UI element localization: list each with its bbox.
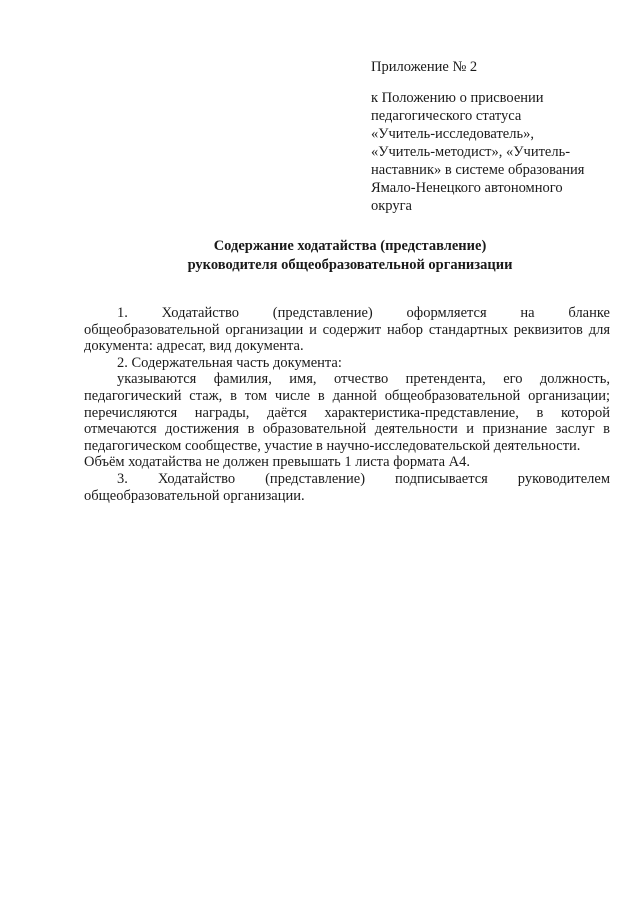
appendix-header [371, 58, 611, 215]
paragraph-1-first-line: 1. Ходатайство (представление) оформляется на бланке [117, 305, 610, 321]
appendix-reference: к Положению о присвоении педагогического статуса «Учитель-исследователь», «Учитель-методист», «Учитель- наставник» в системе образования Ямало-Ненецкого автономного округа [371, 90, 585, 214]
paragraph-3-first-line: 3. Ходатайство (представление) подписывается руководителем [117, 470, 610, 487]
appendix-number: Приложение № 2 [371, 59, 478, 75]
paragraph-2-body: указываются фамилия, имя, отчество претендента, его должность, педагогический стаж, в том числе в данной общеобразовательной организации; перечисляются награды, даётся характеристика-представление, в которой отмечаются достижения в образовательной деятельности и признание заслуг в педагогическом сообществе, участие в научно-исследовательской деятельности. [84, 371, 610, 454]
paragraph-2-heading: 2. Содержательная часть документа: [117, 354, 342, 371]
document-title: Содержание ходатайства (представление) руководителя общеобразовательной организации [187, 238, 513, 273]
paragraph-3 [84, 471, 610, 504]
paragraph-3-rest: общеобразовательной организации. [84, 487, 305, 504]
paragraph-1 [84, 305, 610, 355]
paragraph-2-limit: Объём ходатайства не должен превышать 1 листа формата А4. [84, 454, 470, 471]
paragraph-1-rest: общеобразовательной организации и содержит набор стандартных реквизитов для документа: адресат, вид документа. [84, 321, 610, 355]
document-body [84, 305, 610, 504]
